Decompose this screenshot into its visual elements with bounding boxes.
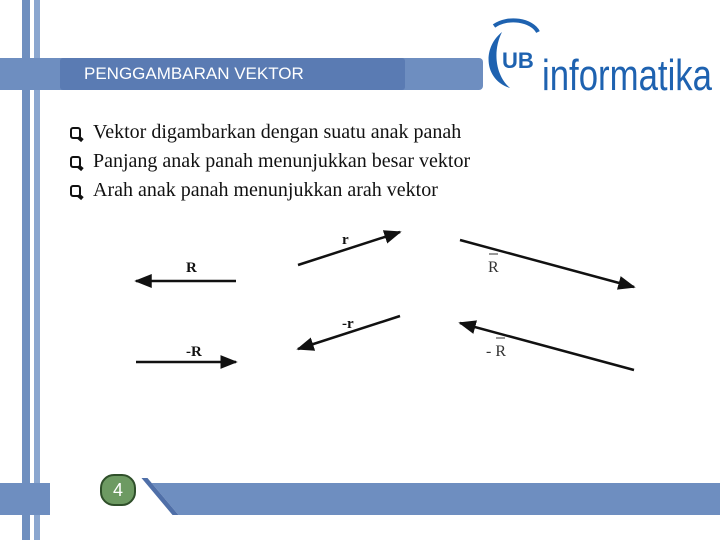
vector-neg-r-label: -r <box>342 316 354 332</box>
vector-R-label: R <box>186 260 197 276</box>
vector-R-long-label: R <box>488 259 499 276</box>
vector-neg-R-long-label: - R <box>486 343 506 360</box>
logo-informatika-text: informatika <box>542 51 713 98</box>
vector-r-arrow <box>298 232 400 265</box>
page-number-badge: 4 <box>100 474 136 506</box>
vector-r-label: r <box>342 232 349 248</box>
vector-neg-R-label: -R <box>186 344 202 360</box>
logo-ub-text: UB <box>502 48 534 73</box>
bullet-item: Arah anak panah menunjukkan arah vektor <box>70 176 470 205</box>
bullet-item: Panjang anak panah menunjukkan besar vektor <box>70 147 470 176</box>
vector-R-long-arrow <box>460 240 634 287</box>
bullet-item: Vektor digambarkan dengan suatu anak panah <box>70 118 470 147</box>
slide-title: PENGGAMBARAN VEKTOR <box>60 58 405 90</box>
